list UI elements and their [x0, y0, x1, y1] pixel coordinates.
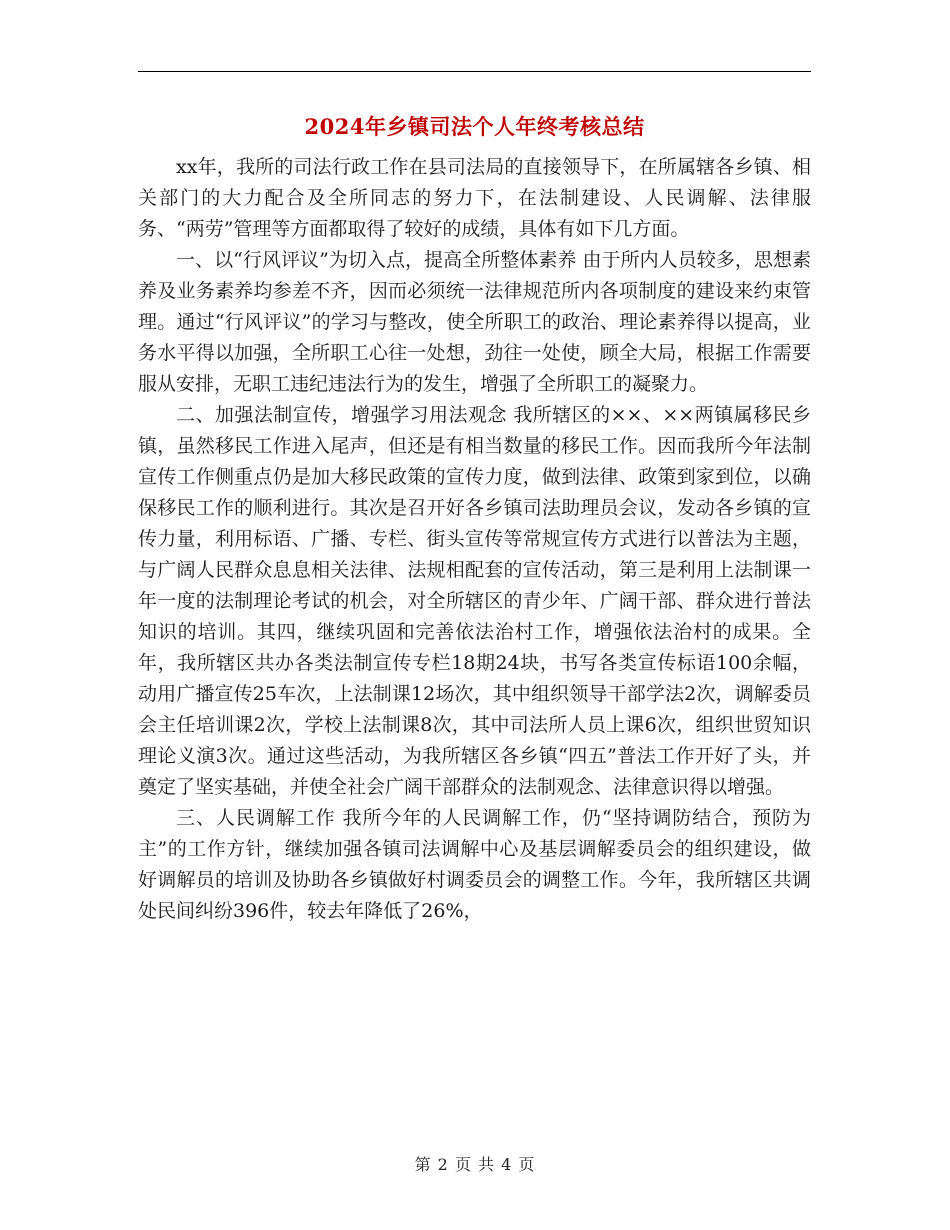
- paragraph-section-2: 二、加强法制宣传，增强学习用法观念 我所辖区的××、××两镇属移民乡镇，虽然移民工作进入尾声，但还是有相当数量的移民工作。因而我所今年法制宣传工作侧重点仍是加大移民政策的宣传力度，做到法律、政策到家到位，以确保移民工作的顺利进行。其次是召开好各乡镇司法助理员会议，发动各乡镇的宣传力量，利用标语、广播、专栏、街头宣传等常规宣传方式进行以普法为主题，与广阔人民群众息息相关法律、法规相配套的宣传活动，第三是利用上法制课一年一度的法制理论考试的机会，对全所辖区的青少年、广阔干部、群众进行普法知识的培训。其四，继续巩固和完善依法治村工作，增强依法治村的成果。全年，我所辖区共办各类法制宣传专栏18期24块，书写各类宣传标语100余幅，动用广播宣传25车次，上法制课12场次，其中组织领导干部学法2次，调解委员会主任培训课2次，学校上法制课8次，其中司法所人员上课6次，组织世贸知识理论义演3次。通过这些活动，为我所辖区各乡镇“四五”普法工作开好了头，并奠定了坚实基础，并使全社会广阔干部群众的法制观念、法律意识得以增强。: [138, 404, 811, 798]
- page-footer: [0, 1154, 950, 1176]
- paragraph-section-1: 一、以“行风评议”为切入点，提高全所整体素养 由于所内人员较多，思想素养及业务素养均参差不齐，因而必须统一法律规范所内各项制度的建设来约束管理。通过“行风评议”的学习与整改，使全所职工的政治、理论素养得以提高，业务水平得以加强，全所职工心往一处想，劲往一处使，顾全大局，根据工作需要服从安排，无职工违纪违法行为的发生，增强了全所职工的凝聚力。: [138, 249, 811, 395]
- paragraph-section-3: 三、人民调解工作 我所今年的人民调解工作，仍“坚持调防结合，预防为主”的工作方针，继续加强各镇司法调解中心及基层调解委员会的组织建设，做好调解员的培训及协助各乡镇做好村调委员会的调整工作。今年，我所辖区共调处民间纠纷396件，较去年降低了26%，: [138, 807, 811, 922]
- document-title: 2024年乡镇司法个人年终考核总结: [304, 114, 645, 139]
- paragraph-intro: xx年，我所的司法行政工作在县司法局的直接领导下，在所属辖各乡镇、相关部门的大力配合及全所同志的努力下，在法制建设、人民调解、法律服务、“两劳”管理等方面都取得了较好的成绩，具体有如下几方面。: [138, 156, 811, 240]
- document-body: [138, 152, 811, 927]
- page-indicator: 第 2 页 共 4 页: [414, 1155, 536, 1174]
- header-rule: [138, 71, 811, 72]
